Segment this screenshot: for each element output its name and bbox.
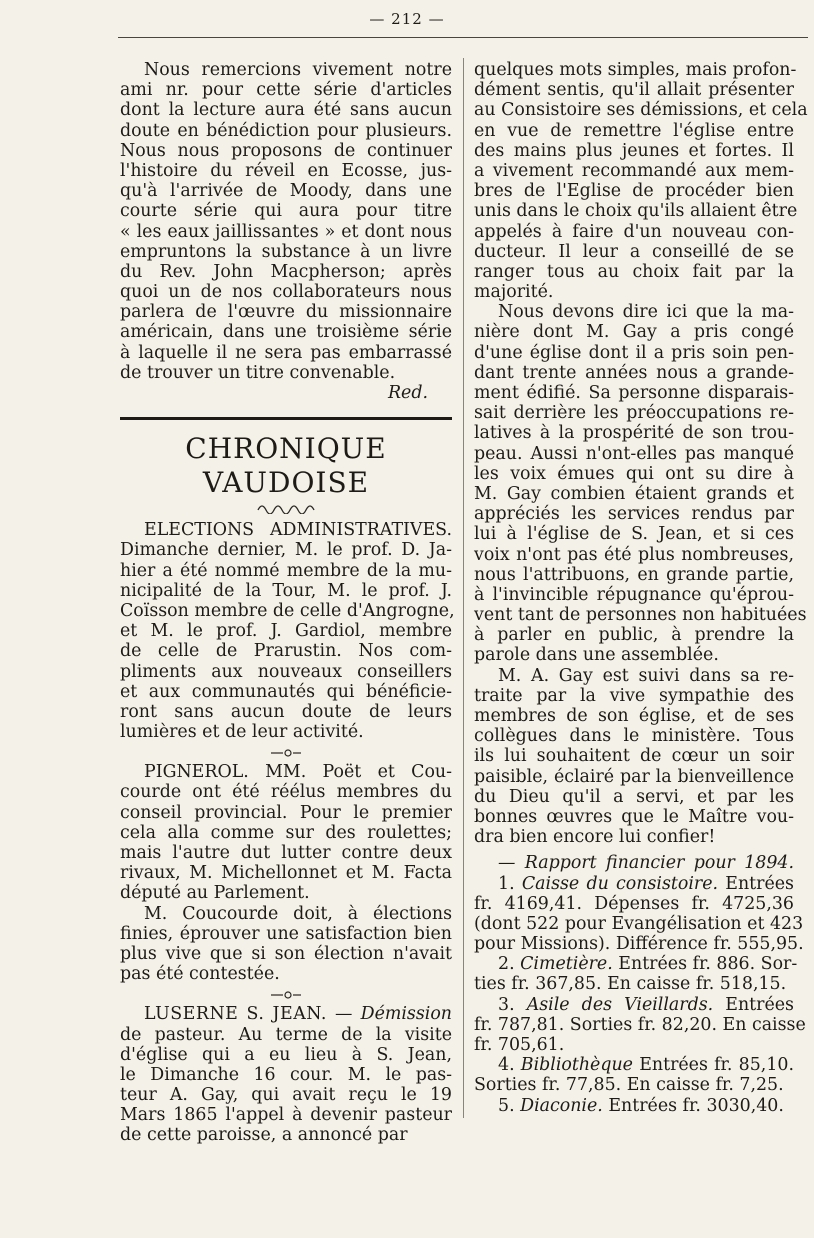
intro-line: américain, dans une troisième série	[120, 322, 452, 343]
report-name: Diaconie.	[520, 1095, 603, 1116]
gay-p2-line: les voix émues qui ont su dire à	[474, 463, 794, 484]
intro-line: parlera de l'œuvre du missionnaire	[120, 302, 452, 323]
intro-line: « les eaux jaillissantes » et dont nous	[120, 221, 452, 242]
luserne-line: d'église qui a eu lieu à S. Jean,	[120, 1044, 452, 1065]
report-name: Bibliothèque	[520, 1055, 633, 1076]
elections-line: lumières et de leur activité.	[120, 722, 364, 743]
gay-p3-line: dra bien encore lui confier!	[474, 827, 716, 848]
report-name: Asile des Vieillards.	[526, 994, 714, 1015]
right-column	[474, 60, 808, 1116]
elections-line: et aux communautés qui bénéficie-	[120, 681, 452, 702]
pignerol-line: courde ont été réélus membres du	[120, 782, 452, 803]
pignerol-line: M. Coucourde doit, à élections	[144, 903, 452, 924]
gay-p2-line: Nous devons dire ici que la ma-	[498, 302, 794, 323]
gay-paragraph-2	[474, 302, 807, 666]
report-label: 3.	[498, 994, 527, 1015]
report-label: 4.	[498, 1055, 521, 1076]
intro-line: doute en bénédiction pour plusieurs.	[120, 120, 452, 141]
gay-p1-line: ducteur. Il leur a conseillé de se	[474, 241, 794, 262]
gay-p3-line: membres de son église, et de ses	[474, 706, 794, 726]
report-line	[474, 1035, 794, 1055]
separator-icon	[269, 990, 303, 1000]
gay-p1-line: appelés à faire d'un nouveau con-	[474, 221, 794, 242]
report-text: Entrées fr. 886. Sor-	[612, 954, 798, 975]
intro-line: qu'à l'arrivée de Moody, dans une	[120, 181, 452, 202]
report-text: Sorties fr. 77,85. En caisse fr. 7,25.	[474, 1075, 784, 1096]
luserne-paragraph	[120, 1025, 452, 1146]
report-line	[474, 954, 798, 975]
pignerol-line: mais l'autre dut lutter contre deux	[120, 843, 452, 863]
intro-line: courte série qui aura pour titre	[120, 201, 452, 222]
column-divider	[463, 58, 464, 1118]
report-line	[474, 894, 794, 914]
gay-p2-line: nous l'attribuons, en grande partie,	[474, 564, 794, 585]
report-text: fr. 705,61.	[474, 1035, 565, 1055]
luserne-heading: LUSERNE S. JEAN. —	[144, 1004, 353, 1025]
luserne-line: de cette paroisse, a annoncé par	[120, 1125, 408, 1146]
elections-line: nicipalité de la Tour, M. le prof. J.	[120, 580, 452, 601]
luserne-line: Mars 1865 l'appel à devenir pasteur	[120, 1105, 452, 1126]
pignerol-line: conseil provincial. Pour le premier	[120, 802, 452, 823]
report-line	[474, 913, 804, 934]
gay-p3-line: du Dieu qu'il a servi, et par les	[474, 786, 794, 807]
report-text: Entrées fr. 85,10.	[632, 1055, 794, 1076]
intro-line: empruntons la substance à un livre	[120, 241, 452, 262]
report-text: fr. 787,81. Sorties fr. 82,20. En caisse	[474, 1014, 806, 1035]
intro-line: dont la lecture aura été sans aucun	[120, 100, 452, 121]
gay-p3-line: M. A. Gay est suivi dans sa re-	[498, 665, 794, 686]
report-name: Caisse du consistoire.	[521, 873, 719, 894]
report-text: pour Missions). Différence fr. 555,95.	[474, 934, 804, 955]
report-line	[474, 1075, 794, 1095]
gay-p2-line: peau. Aussi n'ont-elles pas manqué	[474, 443, 794, 464]
elections-line: et M. le prof. J. Gardiol, membre	[120, 621, 452, 642]
report-label: 5.	[498, 1095, 521, 1116]
gay-p2-line: parole dans une assemblée.	[474, 645, 719, 666]
gay-p2-line: nière dont M. Gay a pris congé	[474, 322, 794, 343]
gay-p2-line: vent tant de personnes non habituées	[474, 605, 807, 626]
report-name: Cimetière.	[520, 954, 613, 975]
gay-p3-line: collègues dans le ministère. Tous	[474, 726, 794, 747]
left-column	[120, 60, 455, 1146]
pignerol-paragraph	[120, 762, 452, 984]
pignerol-line: PIGNEROL. MM. Poët et Cou-	[144, 762, 452, 783]
intro-line: ami nr. pour cette série d'articles	[120, 80, 452, 101]
luserne-heading-italic: Démission	[360, 1004, 452, 1025]
header-rule	[118, 37, 808, 38]
elections-line: Coïsson membre de celle d'Angrogne,	[120, 600, 455, 621]
report-line	[474, 1014, 806, 1035]
report-text: Entrées	[718, 873, 794, 894]
gay-paragraph-1	[474, 60, 808, 303]
elections-paragraph	[120, 520, 455, 743]
gay-p2-line: M. Gay combien étaient grands et	[474, 483, 794, 504]
gay-p2-line: à l'invincible répugnance qu'éprou-	[474, 584, 794, 605]
gay-p3-line: bonnes œuvres que le Maître vou-	[474, 806, 794, 827]
section-title: CHRONIQUE VAUDOISE	[185, 432, 387, 500]
gay-p1-line: unis dans le choix qu'ils allaient être	[474, 201, 798, 222]
pignerol-line: cela alla comme sur des roulettes;	[120, 822, 452, 843]
gay-p3-line: ils lui souhaitent de cœur un soir	[474, 746, 794, 767]
pignerol-line: député au Parlement.	[120, 883, 310, 904]
gay-p3-line: traite par la vive sympathie des	[474, 685, 794, 706]
gay-p1-line: en vue de remettre l'église entre	[474, 120, 794, 141]
signature: Red.	[387, 383, 428, 403]
financial-report	[474, 873, 806, 1116]
intro-line: quoi un de nos collaborateurs nous	[120, 282, 452, 303]
intro-line: Nous remercions vivement notre	[144, 60, 452, 80]
luserne-heading-line	[120, 1004, 452, 1024]
report-line	[474, 995, 794, 1015]
intro-line: du Rev. John Macpherson; après	[120, 261, 452, 282]
gay-p2-line: à parler en public, à prendre la	[474, 625, 794, 646]
elections-line: ELECTIONS ADMINISTRATIVES.	[144, 520, 452, 541]
report-label: 2.	[498, 954, 521, 975]
gay-p2-line: d'une église dont il a pris soin pen-	[474, 342, 794, 363]
gay-p2-line: ment édifié. Sa personne disparais-	[474, 383, 794, 403]
gay-p2-line: dant trente années nous a grande-	[474, 362, 794, 383]
report-text: fr. 4169,41. Dépenses fr. 4725,36	[474, 893, 794, 914]
intro-paragraph	[120, 60, 452, 383]
gay-p1-line: ranger tous au choix fait par la	[474, 261, 794, 282]
intro-line: à laquelle il ne sera pas embarrassé	[120, 342, 452, 363]
report-title: — Rapport financier pour 1894.	[498, 853, 794, 874]
luserne-line: le Dimanche 16 cour. M. le pas-	[120, 1064, 452, 1085]
pignerol-line: finies, éprouver une satisfaction bien	[120, 923, 452, 944]
report-line	[474, 874, 794, 894]
gay-p2-line: sait derrière les préoccupations re-	[474, 403, 794, 424]
luserne-line: teur A. Gay, qui avait reçu le 19	[120, 1085, 452, 1106]
report-text: (dont 522 pour Evangélisation et 423	[474, 913, 804, 934]
gay-p2-line: voix n'ont pas été plus nombreuses,	[474, 544, 794, 565]
report-text: ties fr. 367,85. En caisse fr. 518,15.	[474, 974, 787, 995]
elections-line: Dimanche dernier, M. le prof. D. Ja-	[120, 540, 452, 561]
report-line	[474, 934, 804, 955]
gay-p1-line: quelques mots simples, mais profon-	[474, 60, 797, 80]
gay-p2-line: latives à la prospérité de son trou-	[474, 423, 794, 444]
pignerol-line: pas été contestée.	[120, 964, 280, 985]
luserne-line: de pasteur. Au terme de la visite	[120, 1024, 452, 1045]
elections-line: hier a été nommé membre de la mu-	[120, 560, 452, 581]
intro-line: Nous nous proposons de continuer	[120, 140, 452, 161]
report-text: Entrées fr. 3030,40.	[602, 1095, 784, 1116]
intro-line: l'histoire du réveil en Ecosse, jus-	[120, 160, 452, 181]
gay-p1-line: dément sentis, qu'il allait présenter	[474, 80, 794, 101]
intro-line: de trouver un titre convenable.	[120, 362, 396, 383]
elections-line: pliments aux nouveaux conseillers	[120, 661, 452, 682]
report-line	[474, 1096, 794, 1116]
page-number: — 212 —	[369, 10, 445, 28]
flourish-icon	[256, 502, 316, 514]
separator-icon	[269, 748, 303, 758]
gay-p1-line: majorité.	[474, 282, 554, 303]
separator-ornament-2	[120, 984, 452, 1004]
title-ornament	[120, 502, 452, 520]
section-rule	[120, 417, 452, 420]
gay-p2-line: lui à l'église de S. Jean, et si ces	[474, 524, 794, 545]
report-line	[474, 974, 794, 994]
gay-p2-line: appréciés les services rendus par	[474, 504, 794, 525]
gay-p1-line: au Consistoire ses démissions, et cela	[474, 100, 808, 121]
gay-p1-line: a vivement recommandé aux mem-	[474, 160, 794, 181]
report-line	[474, 1055, 794, 1075]
report-text: Entrées	[713, 994, 794, 1015]
gay-p1-line: des mains plus jeunes et fortes. Il	[474, 140, 794, 161]
pignerol-line: plus vive que si son élection n'avait	[120, 943, 452, 964]
elections-line: de celle de Prarustin. Nos com-	[120, 641, 452, 662]
gay-p1-line: bres de l'Eglise de procéder bien	[474, 181, 794, 202]
separator-ornament-1	[120, 742, 452, 762]
gay-p3-line: paisible, éclairé par la bienveillence	[474, 766, 794, 787]
elections-line: ront sans aucun doute de leurs	[120, 701, 452, 722]
report-label: 1.	[498, 873, 522, 894]
gay-paragraph-3	[474, 666, 794, 848]
pignerol-line: rivaux, M. Michellonnet et M. Facta	[120, 863, 452, 884]
